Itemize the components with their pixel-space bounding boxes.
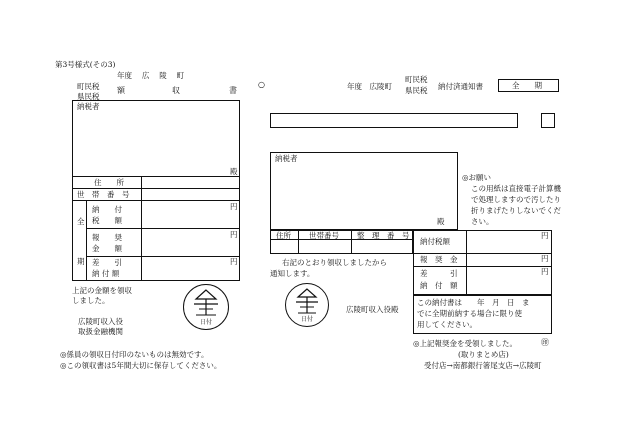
notice-ocr-field: [270, 113, 518, 128]
receipt-received-2: しました。: [72, 296, 110, 305]
notice-yen-2: 円: [541, 254, 549, 263]
notice-household-label: 世帯番号: [309, 231, 339, 240]
receipt-bounty-2: 金 額: [92, 244, 122, 253]
receipt-address-label: 住 所: [94, 178, 124, 187]
notice-title: 納付済通知書: [438, 82, 483, 91]
notice-net-1: 差 引: [420, 269, 458, 278]
receipt-net-1: 差 引: [92, 258, 122, 267]
notice-request-line-4: さい。: [471, 217, 494, 226]
receipt-tax-type-2: 県民税: [77, 92, 100, 101]
notice-seiri-label: 整 理 番 号: [357, 231, 410, 240]
receipt-notice-1: ◎係員の領収日付印のないものは無効です。: [60, 350, 209, 359]
receipt-title-char-1: 額: [117, 86, 125, 95]
notice-tax-type-1: 町民税: [405, 75, 428, 84]
receipt-household-label: 世 帯 番 号: [77, 190, 130, 199]
form-number: 第3号様式(その3): [55, 60, 116, 69]
notice-address-label: 住所: [276, 231, 291, 240]
notice-bounty: 報 奨 金: [420, 255, 458, 264]
receipt-tax-amount-2: 税 額: [92, 216, 122, 225]
notice-stamp-bottom: 日付: [300, 316, 313, 323]
receipt-tax-type-1: 町民税: [77, 82, 100, 91]
receipt-title-char-3: 書: [229, 86, 237, 95]
receipt-taxpayer-label: 納税者: [77, 102, 100, 111]
notice-deadline-1: この納付書は 年 月 日 ま: [417, 298, 530, 307]
notice-seal-mark: ㊞: [541, 338, 549, 347]
receipt-bounty-1: 報 奨: [92, 233, 122, 242]
notice-received-2: 通知します。: [270, 269, 315, 278]
receipt-year-town: 年度 広 陵 町: [117, 71, 185, 80]
notice-office: 広陵町収入役殿: [346, 305, 399, 314]
notice-received-1: 右記のとおり領収しましたから: [282, 258, 387, 267]
notice-request-line-2: で処理しますので汚したり: [471, 195, 561, 204]
receipt-office-1: 広陵町収入役: [78, 317, 123, 326]
notice-tax-amount: 納付税額: [420, 237, 450, 246]
receipt-yen-2: 円: [230, 230, 238, 239]
notice-tax-type-2: 県民税: [405, 86, 428, 95]
notice-deadline-3: 用してください。: [417, 320, 477, 329]
receipt-dono: 殿: [230, 167, 238, 176]
notice-yen-3: 円: [541, 267, 549, 276]
receipt-stamp-bottom: 日付: [199, 319, 212, 326]
notice-taxpayer-box: [270, 152, 458, 230]
receipt-net-2: 納 付 額: [92, 269, 120, 278]
receipt-title-char-2: 収: [172, 86, 180, 95]
receipt-yen-3: 円: [230, 257, 238, 266]
receipt-zen: 全: [77, 217, 85, 226]
notice-route: 受付店→南都銀行箸尾支店→広陵町: [424, 361, 542, 370]
notice-dono: 殿: [437, 217, 445, 226]
receipt-ki: 期: [77, 257, 85, 266]
notice-deadline-2: でに全期前納する場合に限り使: [417, 309, 522, 318]
notice-yen-1: 円: [541, 231, 549, 240]
receipt-received-1: 上記の金額を領収: [72, 286, 132, 295]
notice-check-box: [541, 113, 555, 128]
notice-request-line-3: 折りまげたりしないでくだ: [471, 206, 561, 215]
receipt-notice-2: ◎この領収書は5年間大切に保存してください。: [60, 361, 222, 370]
notice-net-2: 納 付 額: [420, 281, 458, 290]
notice-period: 全 期: [512, 81, 542, 90]
receipt-office-2: 取扱金融機関: [78, 327, 123, 336]
notice-request-title: ◎お願い: [462, 173, 492, 182]
receipt-tax-amount-1: 納 付: [92, 205, 122, 214]
receipt-yen-1: 円: [230, 202, 238, 211]
notice-circle: ○: [258, 80, 265, 89]
notice-taxpayer-label: 納税者: [275, 154, 298, 163]
notice-request-line-1: この用紙は直接電子計算機: [471, 184, 561, 193]
notice-year-town: 年度 広陵町: [347, 82, 392, 91]
notice-collection-label: (取りまとめ店): [458, 350, 509, 359]
receipt-date-stamp: [183, 284, 229, 330]
notice-bounty-received: ◎上記報奨金を受領しました。: [413, 339, 518, 348]
notice-date-stamp: [285, 283, 329, 327]
